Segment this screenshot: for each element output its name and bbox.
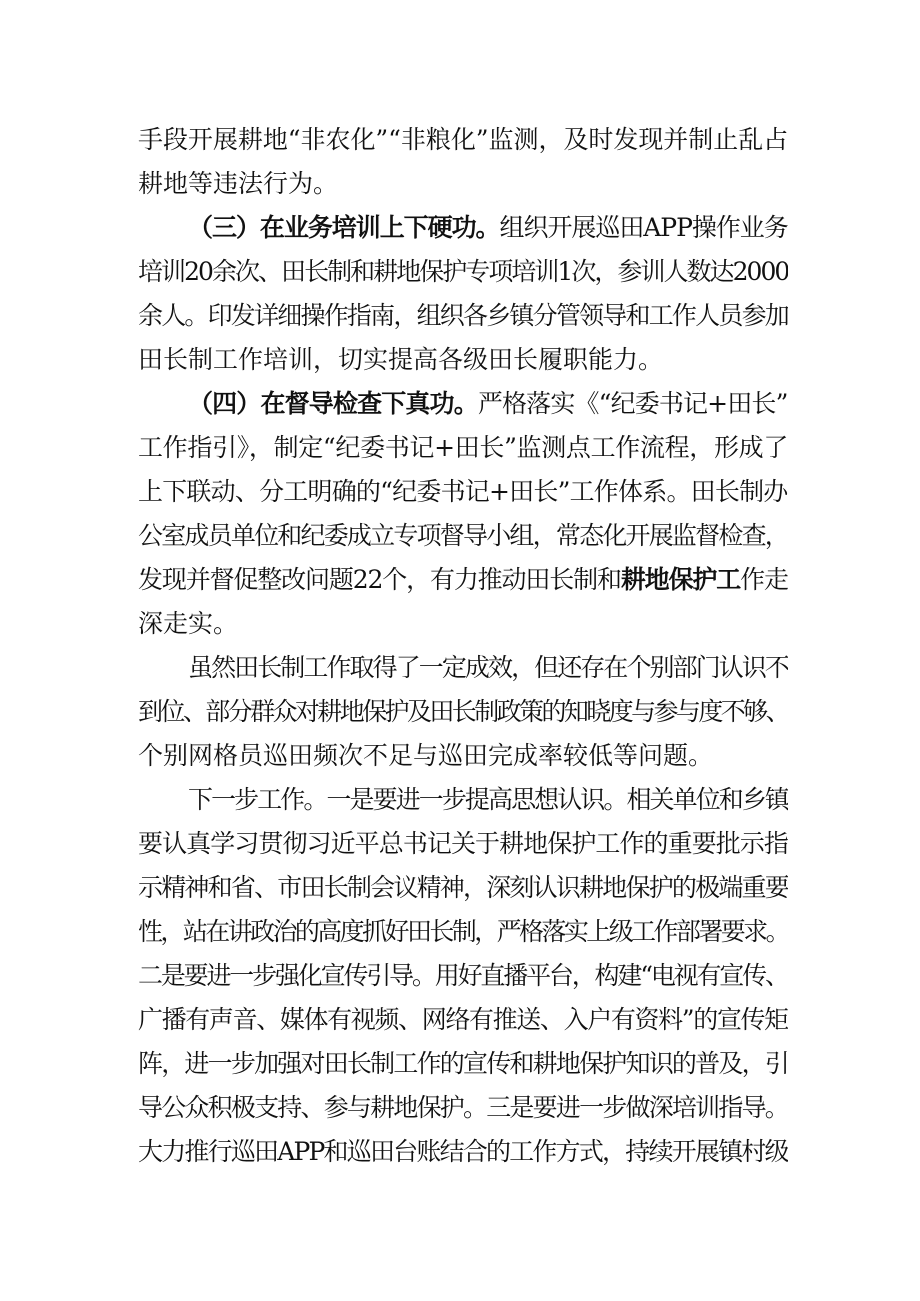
section-heading-4: （四）在督导检查下真功。 [188, 389, 478, 418]
text-line [138, 822, 788, 866]
text-line [138, 602, 788, 646]
text-run: 严格落实《“纪委书记+田长” [477, 389, 788, 418]
text-run: 性，站在讲政治的高度抓好田长制，严格落实上级工作部署要求。 [138, 917, 788, 946]
text-run: 到位、部分群众对耕地保护及田长制政策的知晓度与参与度不够、 [138, 697, 788, 726]
text-run: 田长制工作培训，切实提高各级田长履职能力。 [138, 345, 664, 374]
text-line [188, 646, 788, 690]
text-line [138, 690, 788, 734]
text-line [138, 514, 788, 558]
text-line [138, 1086, 788, 1130]
text-line [188, 778, 788, 822]
text-line [138, 1042, 788, 1086]
text-run: 下一步工作。一是要进一步提高思想认识。相关单位和乡镇 [188, 785, 788, 814]
text-run: 个别网格员巡田频次不足与巡田完成率较低等问题。 [138, 741, 714, 770]
text-line [138, 338, 788, 382]
text-run: 导公众积极支持、参与耕地保护。三是要进一步做深培训指导。 [138, 1093, 788, 1122]
text-line [138, 470, 788, 514]
text-run: 虽然田长制工作取得了一定成效，但还存在个别部门认识不 [188, 653, 788, 682]
text-line [138, 162, 788, 206]
text-run: 阵，进一步加强对田长制工作的宣传和耕地保护知识的普及，引 [138, 1049, 788, 1078]
text-line [138, 250, 788, 294]
bold-text-run: 耕地保护工 [620, 565, 741, 594]
text-run: 公室成员单位和纪委成立专项督导小组，常态化开展监督检查， [138, 521, 788, 550]
text-line [138, 998, 788, 1042]
text-line [188, 382, 788, 426]
text-run: 广播有声音、媒体有视频、网络有推送、入户有资料”的宣传矩 [138, 1005, 788, 1034]
text-run: 发现并督促整改问题22个，有力推动田长制和 [138, 565, 621, 594]
text-line [138, 558, 788, 602]
text-run: 要认真学习贯彻习近平总书记关于耕地保护工作的重要批示指 [138, 829, 788, 858]
text-line [138, 734, 788, 778]
text-line [138, 1130, 788, 1174]
text-run: 示精神和省、市田长制会议精神，深刻认识耕地保护的极端重要 [138, 873, 788, 902]
text-line [138, 866, 788, 910]
text-run: 作走 [740, 565, 788, 594]
text-run: 工作指引》，制定“纪委书记+田长”监测点工作流程，形成了 [138, 433, 788, 462]
text-line [138, 954, 788, 998]
text-line [138, 118, 788, 162]
text-run: 深走实。 [138, 609, 239, 638]
section-heading-3: （三）在业务培训上下硬功。 [188, 213, 500, 242]
text-line [138, 294, 788, 338]
text-line [138, 426, 788, 470]
text-run: 培训20余次、田长制和耕地保护专项培训1次，参训人数达2000 [138, 257, 788, 286]
text-line [138, 910, 788, 954]
text-run: 二是要进一步强化宣传引导。用好直播平台，构建“电视有宣传、 [138, 961, 788, 990]
text-run: 手段开展耕地“非农化”“非粮化”监测，及时发现并制止乱占 [138, 125, 788, 154]
text-run: 上下联动、分工明确的“纪委书记+田长”工作体系。田长制办 [138, 477, 788, 506]
text-run: 余人。印发详细操作指南，组织各乡镇分管领导和工作人员参加 [138, 301, 788, 330]
text-run: 耕地等违法行为。 [138, 169, 339, 198]
text-run: 大力推行巡田APP和巡田台账结合的工作方式，持续开展镇村级 [138, 1137, 788, 1166]
text-line [188, 206, 788, 250]
text-run: 组织开展巡田APP操作业务 [499, 213, 788, 242]
